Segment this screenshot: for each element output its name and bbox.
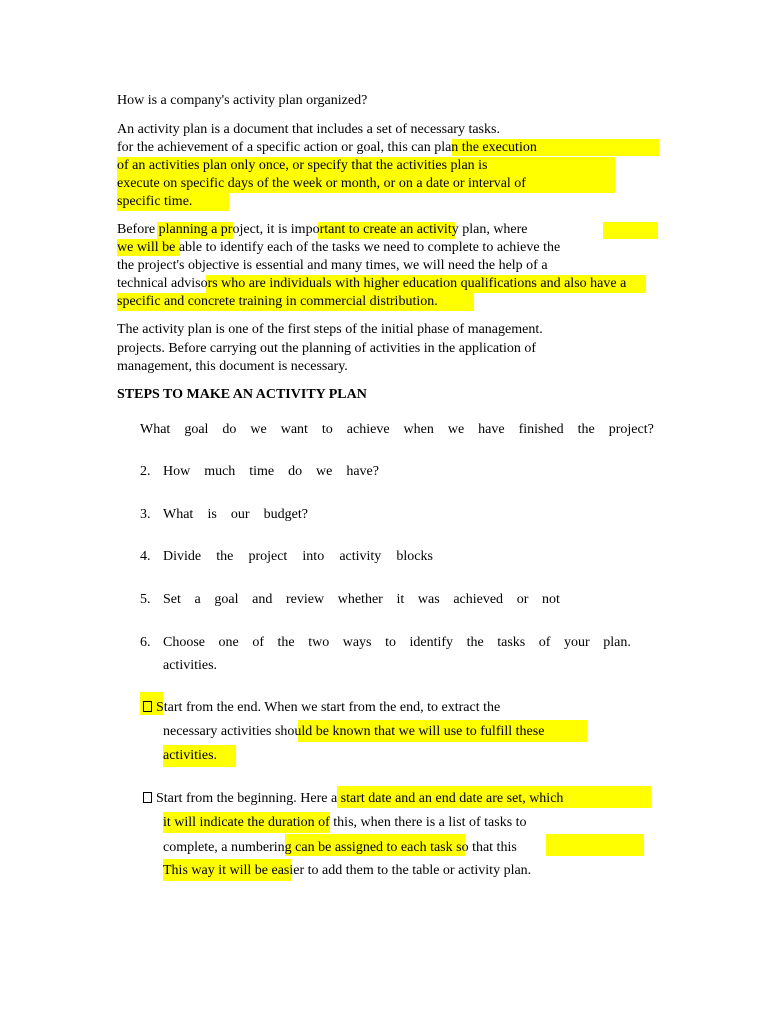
word: it [396,592,405,607]
word: of [538,635,551,650]
word: our [230,507,250,522]
paragraph-line: An activity plan is a document that includes a set of necessary tasks. [117,122,500,137]
word: and [252,592,273,607]
step-item [140,421,654,439]
step-text [163,634,631,652]
word: blocks [396,549,433,564]
bullet-line: This way it will be easier to add them to the table or activity plan. [163,863,532,878]
word: we [447,422,465,437]
word: not [542,592,560,607]
word: time [249,464,275,479]
word: two [308,635,330,650]
paragraph-line: we will be able to identify each of the tasks we need to complete to achieve the [117,240,561,255]
word: tasks [497,635,526,650]
word: much [204,464,236,479]
question-line: How is a company's activity plan organized? [117,93,368,108]
bullet-line: it will indicate the duration of this, when there is a list of tasks to [163,815,527,830]
word: identify [409,635,454,650]
word: activity [339,549,382,564]
paragraph-line: The activity plan is one of the first steps of the initial phase of management. [117,322,543,337]
word: project [248,549,288,564]
step-number: 5. [140,592,151,607]
word: budget? [263,507,308,522]
word: have? [346,464,379,479]
word: Set [163,592,181,607]
bullet-line [143,790,563,808]
word: the [216,549,234,564]
paragraph-line: specific time. [117,194,193,209]
word: or [516,592,529,607]
word: into [302,549,325,564]
paragraph-line: technical advisors who are individuals with higher education qualifications and also have a [117,276,627,291]
checkbox-glyph-icon [143,792,152,803]
highlight [546,834,644,856]
word: to [385,635,396,650]
word: project? [608,422,654,437]
step-continuation: activities. [163,658,218,673]
word: one [218,635,239,650]
step-number: 2. [140,464,151,479]
word: review [286,592,325,607]
word: do [222,422,237,437]
word: How [163,464,191,479]
bullet-text: Start from the beginning. Here a start date and an end date are set, which [156,791,564,806]
paragraph-line: specific and concrete training in commercial distribution. [117,294,438,309]
word: of [252,635,264,650]
step-text [163,548,433,566]
word: Choose [163,635,205,650]
checkbox-glyph-icon [143,701,152,712]
word: a [194,592,201,607]
word: your [564,635,590,650]
bullet-line: activities. [163,748,218,763]
word: goal [214,592,239,607]
paragraph-line: of an activities plan only once, or specify that the activities plan is [117,158,488,173]
paragraph-line: projects. Before carrying out the planning of activities in the application of [117,341,537,356]
word: to [321,422,333,437]
word: ways [342,635,372,650]
word: want [280,422,308,437]
paragraph-line: the project's objective is essential and many times, we will need the help of a [117,258,548,273]
word: achieved [453,592,504,607]
paragraph-line: management, this document is necessary. [117,359,348,374]
word: we [316,464,333,479]
word: What [163,507,194,522]
word: was [417,592,440,607]
paragraph-line: for the achievement of a specific action or goal, this can plan the execution [117,140,537,155]
step-text [163,506,308,524]
word: is [207,507,217,522]
word: do [288,464,303,479]
word: Divide [163,549,202,564]
paragraph-line: Before planning a project, it is important to create an activity plan, where [117,222,528,237]
word: when [403,422,434,437]
step-text [163,591,560,609]
word: the [466,635,484,650]
bullet-line: necessary activities should be known that we will use to fulfill these [163,724,545,739]
bullet-line [143,699,500,717]
word: achieve [346,422,390,437]
bullet-text: Start from the end. When we start from the end, to extract the [156,700,501,715]
step-text [163,463,379,481]
section-heading: STEPS TO MAKE AN ACTIVITY PLAN [117,387,367,402]
word: plan. [603,635,631,650]
word: whether [337,592,383,607]
highlight [603,222,658,239]
word: the [577,422,595,437]
step-number: 3. [140,507,151,522]
word: we [250,422,267,437]
word: have [478,422,505,437]
step-number: 4. [140,549,151,564]
word: the [277,635,295,650]
word: finished [518,422,564,437]
paragraph-line: execute on specific days of the week or month, or on a date or interval of [117,176,526,191]
word: What [140,422,171,437]
word: goal [184,422,209,437]
bullet-line: complete, a numbering can be assigned to each task so that this [163,840,517,855]
step-number: 6. [140,635,151,650]
